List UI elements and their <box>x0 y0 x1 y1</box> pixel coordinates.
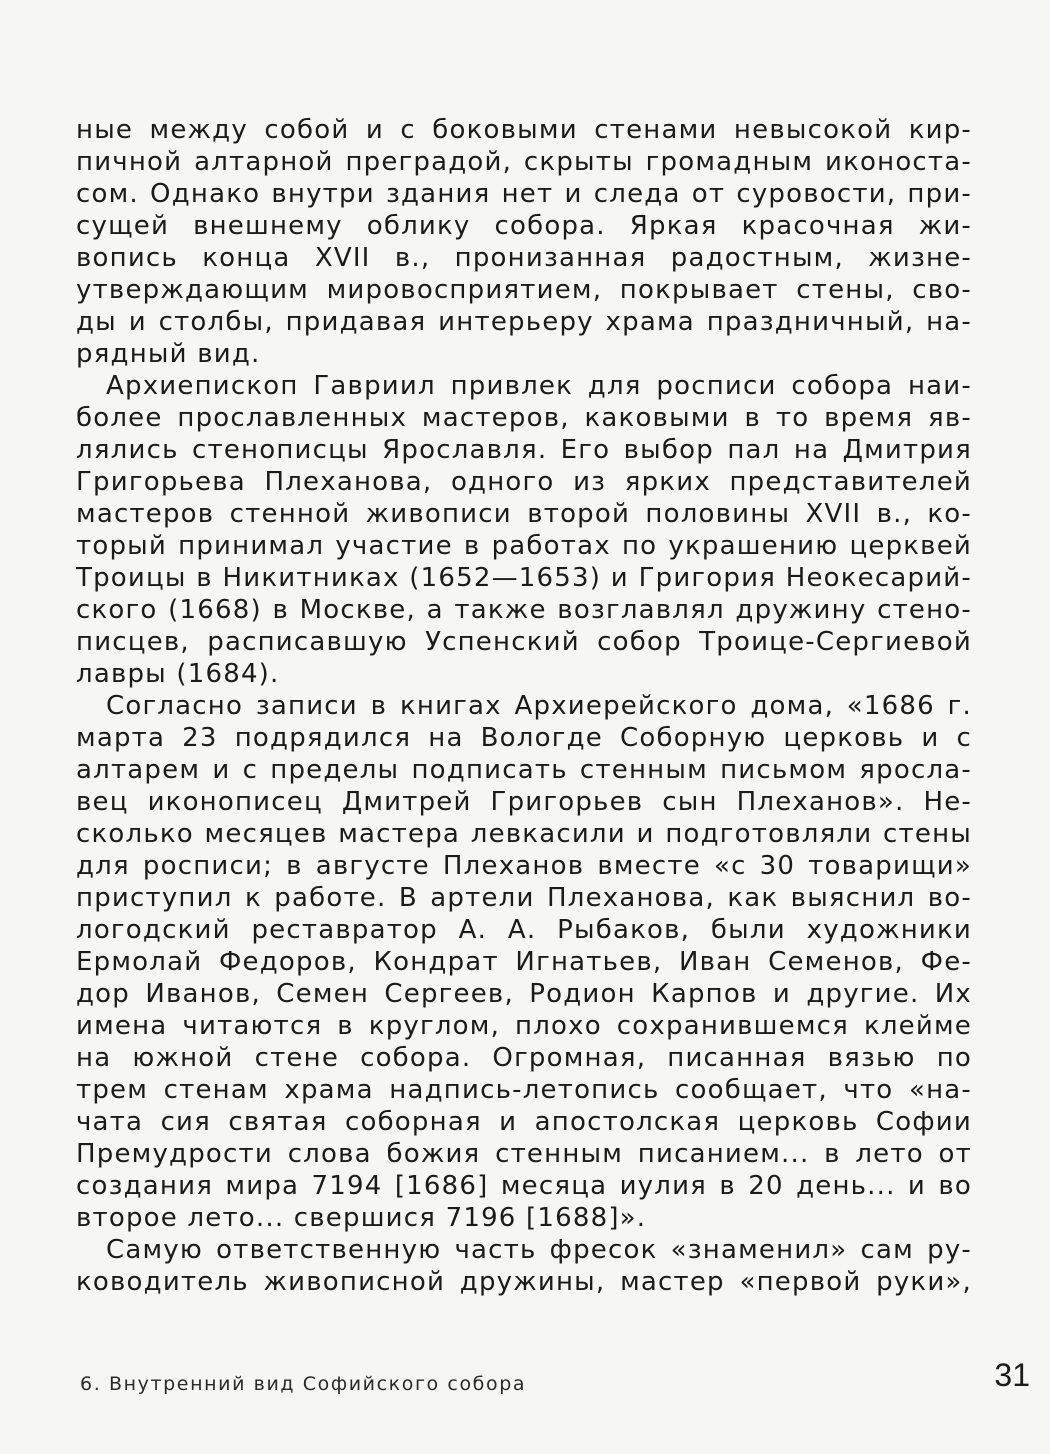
paragraph-1 <box>76 114 972 370</box>
text-line: для росписи; в августе Плеханов вместе «с 30 товарищи» <box>76 851 972 881</box>
text-line: создания мира 7194 [1686] месяца иулия в 20 день... и во <box>76 1171 972 1201</box>
text-line: лялись стенописцы Ярославля. Его выбор пал на Дмитрия <box>76 435 972 465</box>
text-line: второе лето... свершися 7196 [1688]». <box>76 1203 647 1233</box>
page-number: 31 <box>994 1357 1030 1393</box>
text-line: марта 23 подрядился на Вологде Соборную церковь и с <box>76 723 972 753</box>
text-line: на южной стене собора. Огромная, писанная вязью по <box>76 1043 972 1073</box>
text-line: ды и столбы, придавая интерьеру храма праздничный, на- <box>76 307 972 337</box>
text-line: утверждающим мировосприятием, покрывает стены, сво- <box>76 275 972 305</box>
text-line: Самую ответственную часть фресок «знаменил» сам ру- <box>106 1235 972 1265</box>
text-line: торый принимал участие в работах по украшению церквей <box>76 531 972 561</box>
text-line: сколько месяцев мастера левкасили и подготовляли стены <box>76 819 972 849</box>
text-line: более прославленных мастеров, каковыми в то время яв- <box>76 403 972 433</box>
text-line: Ермолай Федоров, Кондрат Игнатьев, Иван Семенов, Фе- <box>76 947 972 977</box>
text-line: Согласно записи в книгах Архиерейского дома, «1686 г. <box>106 691 972 721</box>
text-line: дор Иванов, Семен Сергеев, Родион Карпов и другие. Их <box>76 979 972 1009</box>
text-line: алтарем и с пределы подписать стенным письмом яросла- <box>76 755 972 785</box>
text-line: трем стенам храма надпись-летопись сообщает, что «на- <box>76 1075 972 1105</box>
text-line: сом. Однако внутри здания нет и следа от суровости, при- <box>76 179 972 209</box>
text-line: ского (1668) в Москве, а также возглавлял дружину стено- <box>76 595 972 625</box>
text-line: приступил к работе. В артели Плеханова, как выяснил во- <box>76 883 972 913</box>
text-line: вец иконописец Дмитрей Григорьев сын Плеханов». Не- <box>76 787 972 817</box>
text-line: писцев, расписавшую Успенский собор Троице-Сергиевой <box>76 627 972 657</box>
paragraph-3 <box>76 690 972 1234</box>
text-line: Архиепископ Гавриил привлек для росписи собора наи- <box>106 371 972 401</box>
body-text <box>76 114 972 1298</box>
figure-caption: 6. Внутренний вид Софийского собора <box>80 1373 527 1395</box>
text-line: вопись конца XVII в., пронизанная радостным, жизне- <box>76 243 972 273</box>
text-line: Троицы в Никитниках (1652—1653) и Григория Неокесарий- <box>76 563 972 593</box>
text-line: лавры (1684). <box>76 659 280 689</box>
text-line: ные между собой и с боковыми стенами невысокой кир- <box>76 115 972 145</box>
text-line: чата сия святая соборная и апостолская церковь Софии <box>76 1107 972 1137</box>
text-line: ководитель живописной дружины, мастер «первой руки», <box>76 1267 972 1297</box>
text-line: Григорьева Плеханова, одного из ярких представителей <box>76 467 972 497</box>
text-line: логодский реставратор А. А. Рыбаков, были художники <box>76 915 972 945</box>
text-line: Премудрости слова божия стенным писанием... в лето от <box>76 1139 972 1169</box>
text-line: имена читаются в круглом, плохо сохранившемся клейме <box>76 1011 972 1041</box>
paragraph-4 <box>76 1234 972 1298</box>
text-line: сущей внешнему облику собора. Яркая красочная жи- <box>76 211 972 241</box>
text-line: мастеров стенной живописи второй половины XVII в., ко- <box>76 499 972 529</box>
text-line: пичной алтарной преградой, скрыты громадным иконоста- <box>76 147 972 177</box>
text-line: рядный вид. <box>76 339 261 369</box>
paragraph-2 <box>76 370 972 690</box>
